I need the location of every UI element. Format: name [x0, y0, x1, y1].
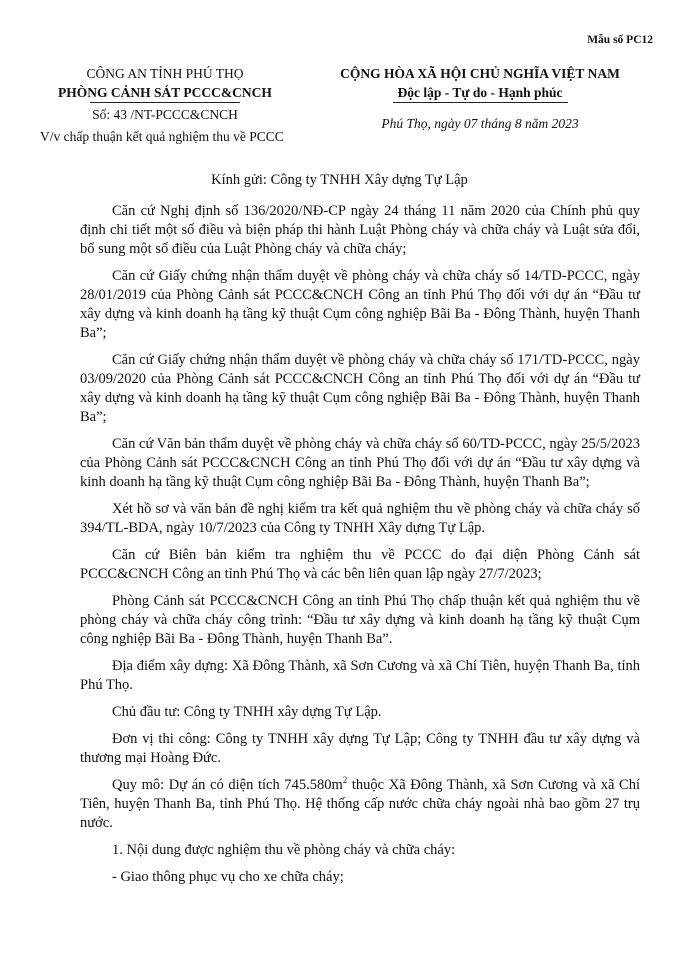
paragraph-contractors: Đơn vị thi công: Công ty TNHH xây dựng Tự Lập; Công ty TNHH đầu tư xây dựng và thương mại Hoàng Đức.	[80, 731, 640, 766]
agency-underline	[90, 102, 240, 103]
paragraph-acceptance: Phòng Cảnh sát PCCC&CNCH Công an tỉnh Phú Thọ chấp thuận kết quả nghiệm thu về phòng cháy và chữa cháy công trình: “Đầu tư xây dựng và kinh doanh hạ tầng kỹ thuật Cụm công nghiệp Bãi Ba - Đông Thành, huyện Thanh Ba”.	[80, 593, 640, 647]
bullet-item: - Giao thông phục vụ cho xe chữa cháy;	[112, 869, 344, 885]
motto-underline	[393, 102, 568, 103]
issue-date: Phú Thọ, ngày 07 tháng 8 năm 2023	[381, 116, 579, 131]
paragraph-location: Địa điểm xây dựng: Xã Đông Thành, xã Sơn Cương và xã Chí Tiên, huyện Thanh Ba, tỉnh Phú Thọ.	[80, 658, 640, 693]
scale-superscript: 2	[342, 775, 348, 786]
paragraph-approval-60: Căn cứ Văn bản thẩm duyệt về phòng cháy và chữa cháy số 60/TD-PCCC, ngày 25/5/2023 của Phòng Cảnh sát PCCC&CNCH Công an tỉnh Phú Thọ đối với dự án “Đầu tư xây dựng và kinh doanh hạ tầng kỹ thuật Cụm công nghiệp Bãi Ba - Đông Thành, huyện Thanh Ba”;	[80, 436, 640, 490]
scale-text-after: thuộc Xã Đông Thành, xã Sơn Cương và xã Chí Tiên, huyện Thanh Ba, tỉnh Phú Thọ. Hệ thống cấp nước chữa cháy ngoài nhà bao gồm 27 trụ nước.	[80, 777, 641, 831]
document-subject: V/v chấp thuận kết quả nghiệm thu về PCCC	[40, 129, 284, 144]
form-number: Mẫu số PC12	[587, 34, 653, 46]
paragraph-dossier: Xét hồ sơ và văn bản đề nghị kiểm tra kết quả nghiệm thu về phòng cháy và chữa cháy số 394/TL-BDA, ngày 10/7/2023 của Công ty TNHH Xây dựng Tự Lập.	[80, 501, 640, 536]
scale-text-before: Quy mô: Dự án có diện tích 745.580m	[112, 777, 343, 793]
recipient-line: Kính gửi: Công ty TNHH Xây dựng Tự Lập	[211, 172, 468, 188]
paragraph-scale	[80, 776, 640, 833]
paragraph-decree: Căn cứ Nghị định số 136/2020/NĐ-CP ngày 24 tháng 11 năm 2020 của Chính phủ quy định chi tiết một số điều và biện pháp thi hành Luật Phòng cháy và chữa cháy và Luật sửa đổi, bổ sung một số điều của Luật Phòng cháy và chữa cháy;	[80, 203, 640, 257]
paragraph-investor: Chủ đầu tư: Công ty TNHH xây dựng Tự Lập.	[112, 704, 382, 720]
paragraph-certificate-171: Căn cứ Giấy chứng nhận thẩm duyệt về phòng cháy và chữa cháy số 171/TD-PCCC, ngày 03/09/2020 của Phòng Cảnh sát PCCC&CNCH Công an tỉnh Phú Thọ đối với dự án “Đầu tư xây dựng và kinh doanh hạ tầng kỹ thuật Cụm công nghiệp Bãi Ba - Đông Thành, huyện Thanh Ba”;	[80, 352, 640, 425]
agency-parent: CÔNG AN TỈNH PHÚ THỌ	[86, 66, 244, 81]
agency-name: PHÒNG CẢNH SÁT PCCC&CNCH	[58, 85, 272, 100]
paragraph-certificate-14: Căn cứ Giấy chứng nhận thẩm duyệt về phòng cháy và chữa cháy số 14/TD-PCCC, ngày 28/01/2019 của Phòng Cảnh sát PCCC&CNCH Công an tỉnh Phú Thọ đối với dự án “Đầu tư xây dựng và kinh doanh hạ tầng kỹ thuật Cụm công nghiệp Bãi Ba - Đông Thành, huyện Thanh Ba”;	[80, 268, 640, 341]
national-header-block	[330, 64, 630, 133]
document-body	[80, 202, 640, 895]
country-name: CỘNG HÒA XÃ HỘI CHỦ NGHĨA VIỆT NAM	[340, 66, 620, 81]
national-motto: Độc lập - Tự do - Hạnh phúc	[397, 85, 563, 100]
issuing-agency-block	[40, 64, 340, 146]
section-heading: 1. Nội dung được nghiệm thu về phòng cháy và chữa cháy:	[112, 842, 456, 858]
document-number: Số: 43 /NT-PCCC&CNCH	[92, 107, 238, 122]
paragraph-inspection-record: Căn cứ Biên bản kiểm tra nghiệm thu về PCCC do đại diện Phòng Cảnh sát PCCC&CNCH Công an tỉnh Phú Thọ và các bên liên quan lập ngày 27/7/2023;	[80, 547, 640, 582]
